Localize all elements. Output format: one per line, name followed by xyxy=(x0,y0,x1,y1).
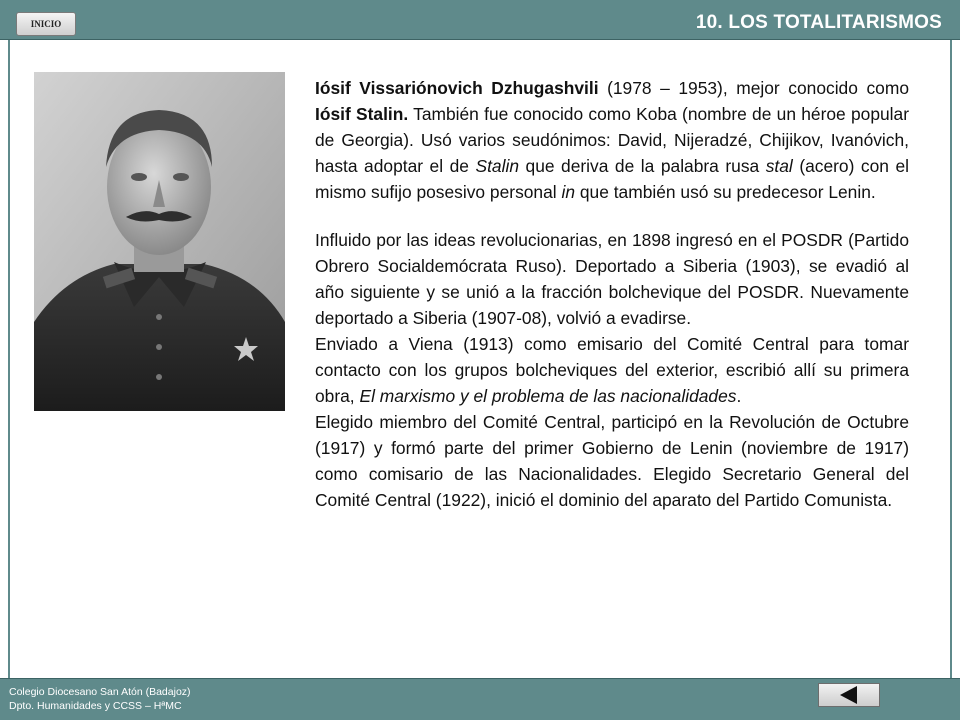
paragraph-2: Influido por las ideas revolucionarias, en 1898 ingresó en el POSDR (Partido Obrero Socialdemócrata Ruso). Deportado a Siberia (1903), se evadió al año siguiente y se unió a la fracción bolchevique del POSDR. Nuevamente deportado a Siberia (1907-08), volvió a evadirse. xyxy=(315,230,909,328)
slide-title: 10. LOS TOTALITARISMOS xyxy=(695,12,942,33)
text-span: También fue conocido como Koba (nombre de un héroe popular de Georgia). Usó varios seudónimos: David, Nijeradzé, Chijikov, Ivanóvich, hasta adoptar el de xyxy=(315,104,909,176)
main-text xyxy=(315,75,909,513)
italic-term: Stalin xyxy=(475,156,519,176)
paragraph-3 xyxy=(315,331,909,409)
portrait-photo-icon xyxy=(34,72,285,411)
full-name: Iósif Vissariónovich Dzhugashvili xyxy=(315,78,599,98)
text-span: que deriva de la palabra rusa xyxy=(519,156,766,176)
italic-term: in xyxy=(561,182,576,202)
header-bar xyxy=(0,0,960,40)
text-span: (1978 – 1953), mejor conocido como xyxy=(598,78,909,98)
footer-school: Colegio Diocesano San Atón (Badajoz) xyxy=(9,686,191,698)
footer-bar xyxy=(0,678,960,720)
italic-term: stal xyxy=(765,156,793,176)
frame-left-border xyxy=(8,40,10,678)
home-button[interactable] xyxy=(16,12,76,36)
text-span: Enviado a Viena (1913) como emisario del Comité Central para tomar contacto con los grupos bolcheviques del exterior, escribió allí su primera obra, xyxy=(315,334,909,406)
known-name: Iósif Stalin. xyxy=(315,104,409,124)
home-button-label: INICIO xyxy=(30,19,62,29)
back-button[interactable] xyxy=(818,683,880,707)
paragraph-4: Elegido miembro del Comité Central, participó en la Revolución de Octubre (1917) y formó parte del primer Gobierno de Lenin (noviembre de 1917) como comisario de las Nacionalidades. Elegido Secretario General del Comité Central (1922), inició el dominio del aparato del Partido Comunista. xyxy=(315,412,909,510)
frame-right-border xyxy=(950,40,952,678)
footer-credits xyxy=(9,685,191,713)
footer-department: Dpto. Humanidades y CCSS – HªMC xyxy=(9,700,182,712)
text-span: . xyxy=(736,386,742,406)
portrait-image xyxy=(34,72,285,411)
book-title: El marxismo y el problema de las nacionalidades xyxy=(359,386,737,406)
text-span: (acero) con el mismo sufijo posesivo personal xyxy=(315,156,910,202)
text-span: que también usó su predecesor Lenin. xyxy=(575,182,876,202)
paragraph-1 xyxy=(315,75,909,205)
back-triangle-icon xyxy=(837,685,861,705)
